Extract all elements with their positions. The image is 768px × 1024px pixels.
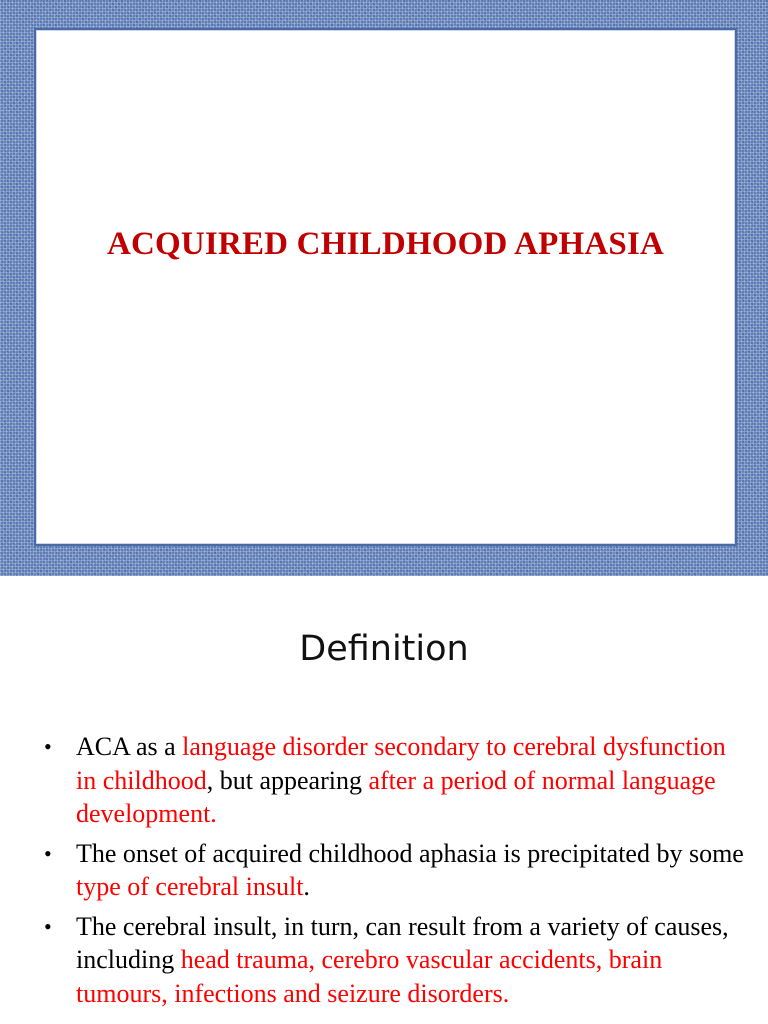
bullet-text bbox=[76, 732, 726, 828]
highlighted-text: after a period of normal language development. bbox=[76, 765, 716, 828]
bullet-item bbox=[44, 910, 744, 1011]
bullet-marker-icon: • bbox=[44, 840, 52, 866]
highlighted-text: head trauma, cerebro vascular accidents, brain tumours, infections and seizure disorders. bbox=[76, 945, 663, 1008]
bullet-item bbox=[44, 837, 744, 904]
definition-heading: Definition bbox=[299, 629, 469, 669]
text-segment: , but appearing bbox=[206, 765, 369, 795]
title-slide-panel bbox=[34, 28, 737, 546]
text-segment: The cerebral insult, in turn, can result from a variety of causes, including bbox=[76, 911, 729, 974]
highlighted-text: language disorder secondary to cerebral dysfunction in childhood bbox=[76, 732, 726, 795]
definition-bullet-list bbox=[44, 730, 744, 1016]
text-segment: ACA as a bbox=[76, 732, 183, 761]
highlighted-text: type of cerebral insult bbox=[76, 872, 304, 901]
text-segment: The onset of acquired childhood aphasia is precipitated by some bbox=[76, 838, 744, 868]
definition-slide bbox=[0, 576, 768, 1024]
text-segment: . bbox=[303, 872, 310, 901]
bullet-marker-icon: • bbox=[44, 734, 52, 759]
bullet-text bbox=[76, 839, 744, 902]
bullet-item bbox=[44, 730, 744, 831]
slide-title: ACQUIRED CHILDHOOD APHASIA bbox=[106, 226, 665, 262]
bullet-text bbox=[76, 912, 729, 1008]
bullet-marker-icon: • bbox=[44, 913, 52, 939]
